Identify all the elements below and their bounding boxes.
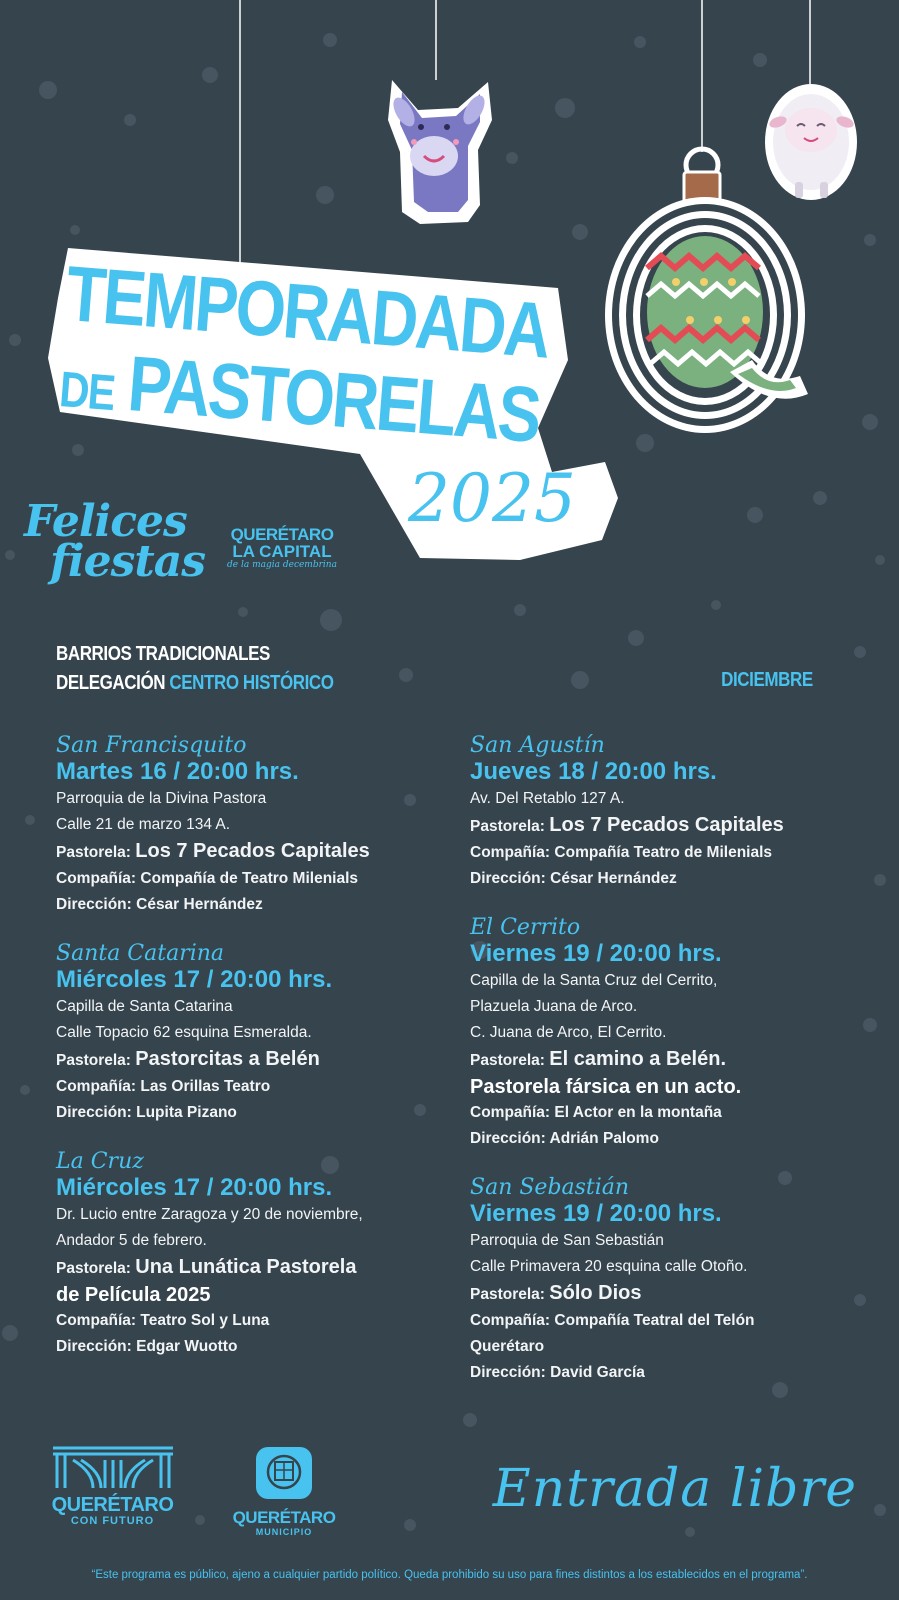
compania-label: Compañía: (56, 1312, 137, 1329)
event-date: Jueves 18 / 20:00 hrs. (470, 758, 717, 785)
compania-name-cont: Querétaro (470, 1338, 545, 1355)
queretaro-municipio-logo (228, 1446, 340, 1537)
events-left-column (56, 734, 446, 1360)
director-name: David García (550, 1364, 645, 1381)
event-venue: Dr. Lucio entre Zaragoza y 20 de noviembre, (56, 1206, 363, 1223)
title-line2: PASTORELAS (125, 338, 543, 460)
aqueduct-icon (49, 1446, 177, 1490)
events-right-column (470, 734, 890, 1386)
compania-label: Compañía: (56, 1078, 137, 1095)
event-barrio: San Francisquito (56, 733, 247, 758)
direccion-label: Dirección: (56, 1104, 132, 1121)
fiestas-word: fiestas (50, 535, 206, 587)
direccion-label: Dirección: (470, 1364, 546, 1381)
direccion-label: Dirección: (470, 870, 546, 887)
pastorela-title-cont: de Película 2025 (56, 1284, 211, 1306)
event-barrio: El Cerrito (470, 915, 581, 940)
pastorela-label: Pastorela: (470, 1286, 545, 1303)
compania-name: Teatro Sol y Luna (140, 1312, 270, 1329)
event-san-sebastian (470, 1176, 890, 1386)
event-venue: Parroquia de la Divina Pastora (56, 790, 267, 807)
section-header (56, 640, 334, 698)
compania-label: Compañía: (470, 1104, 551, 1121)
pastorela-title: Pastorcitas a Belén (135, 1048, 320, 1070)
pastorela-label: Pastorela: (470, 818, 545, 835)
event-date: Miércoles 17 / 20:00 hrs. (56, 966, 333, 993)
event-address-2: C. Juana de Arco, El Cerrito. (470, 1024, 667, 1041)
pastorela-title: Una Lunática Pastorela (135, 1256, 357, 1278)
pastorela-label: Pastorela: (470, 1052, 545, 1069)
pastorela-title: Los 7 Pecados Capitales (135, 840, 370, 862)
felices-fiestas-logo (24, 496, 206, 587)
event-date: Viernes 19 / 20:00 hrs. (470, 1200, 722, 1227)
director-name: Lupita Pizano (136, 1104, 237, 1121)
event-address: Andador 5 de febrero. (56, 1232, 207, 1249)
director-name: César Hernández (550, 870, 677, 887)
event-el-cerrito (470, 916, 890, 1152)
queretaro-con-futuro-logo (40, 1446, 185, 1527)
delegacion-label: DELEGACIÓN (56, 672, 166, 694)
event-address: Calle Topacio 62 esquina Esmeralda. (56, 1024, 312, 1041)
event-la-cruz (56, 1150, 446, 1360)
event-date: Martes 16 / 20:00 hrs. (56, 758, 299, 785)
direccion-label: Dirección: (470, 1130, 546, 1147)
director-name: César Hernández (136, 896, 263, 913)
event-barrio: San Sebastián (470, 1175, 630, 1200)
event-venue: Capilla de la Santa Cruz del Cerrito, (470, 972, 718, 989)
pastorela-title: El camino a Belén. (549, 1048, 726, 1070)
qro-municipio-sub: MUNICIPIO (255, 1527, 313, 1537)
centro-historico-label: CENTRO HISTÓRICO (169, 672, 334, 694)
title-line1: TEMPORADADA (63, 248, 552, 375)
event-address: Plazuela Juana de Arco. (470, 998, 638, 1015)
compania-name: El Actor en la montaña (554, 1104, 722, 1121)
footer-disclaimer: “Este programa es público, ajeno a cualquier partido político. Queda prohibido su uso para fines distintos a los establecidos en el programa”. (91, 1569, 808, 1581)
qro-futuro-sub: CON FUTURO (70, 1515, 155, 1527)
event-barrio: Santa Catarina (56, 941, 225, 966)
event-date: Viernes 19 / 20:00 hrs. (470, 940, 722, 967)
qro-municipio-name: QUERÉTARO (232, 1508, 336, 1527)
qro-futuro-name: QUERÉTARO (51, 1494, 174, 1516)
pastorela-label: Pastorela: (56, 844, 131, 861)
qro-capital-line1: QUERÉTARO (230, 525, 334, 544)
event-san-agustin (470, 734, 890, 892)
event-barrio: San Agustín (470, 733, 605, 758)
event-address: Calle Primavera 20 esquina calle Otoño. (470, 1258, 748, 1275)
compania-label: Compañía: (56, 870, 137, 887)
compania-name: Compañía Teatro de Milenials (554, 844, 773, 861)
event-venue: Capilla de Santa Catarina (56, 998, 233, 1015)
compania-name: Compañía de Teatro Milenials (140, 870, 359, 887)
qro-capital-tagline: de la magia decembrina (227, 560, 337, 570)
compania-name: Compañía Teatral del Telón (554, 1312, 755, 1329)
felices-word: Felices (24, 496, 187, 547)
event-san-francisquito (56, 734, 446, 918)
event-santa-catarina (56, 942, 446, 1126)
queretaro-la-capital-logo (222, 526, 342, 570)
pastorela-title: Sólo Dios (549, 1282, 642, 1304)
compania-label: Compañía: (470, 1312, 551, 1329)
pastorela-title-cont: Pastorela fársica en un acto. (470, 1076, 742, 1098)
pastorela-label: Pastorela: (56, 1052, 131, 1069)
director-name: Edgar Wuotto (136, 1338, 238, 1355)
entrada-libre: Entrada libre (492, 1459, 857, 1519)
direccion-label: Dirección: (56, 1338, 132, 1355)
barrios-heading: BARRIOS TRADICIONALES (56, 643, 270, 665)
month-label: DICIEMBRE (721, 669, 813, 691)
event-date: Miércoles 17 / 20:00 hrs. (56, 1174, 333, 1201)
title-year: 2025 (408, 460, 576, 537)
municipal-shield-icon (255, 1446, 313, 1500)
pastorela-label: Pastorela: (56, 1260, 131, 1277)
qro-capital-line2: LA CAPITAL (232, 542, 332, 561)
event-barrio: La Cruz (56, 1149, 144, 1174)
compania-label: Compañía: (470, 844, 551, 861)
title-de: DE (57, 360, 117, 422)
compania-name: Las Orillas Teatro (140, 1078, 271, 1095)
director-name: Adrián Palomo (549, 1130, 659, 1147)
pastorela-title: Los 7 Pecados Capitales (549, 814, 784, 836)
event-address: Av. Del Retablo 127 A. (470, 790, 625, 807)
direccion-label: Dirección: (56, 896, 132, 913)
event-venue: Parroquia de San Sebastián (470, 1232, 664, 1249)
event-address: Calle 21 de marzo 134 A. (56, 816, 231, 833)
